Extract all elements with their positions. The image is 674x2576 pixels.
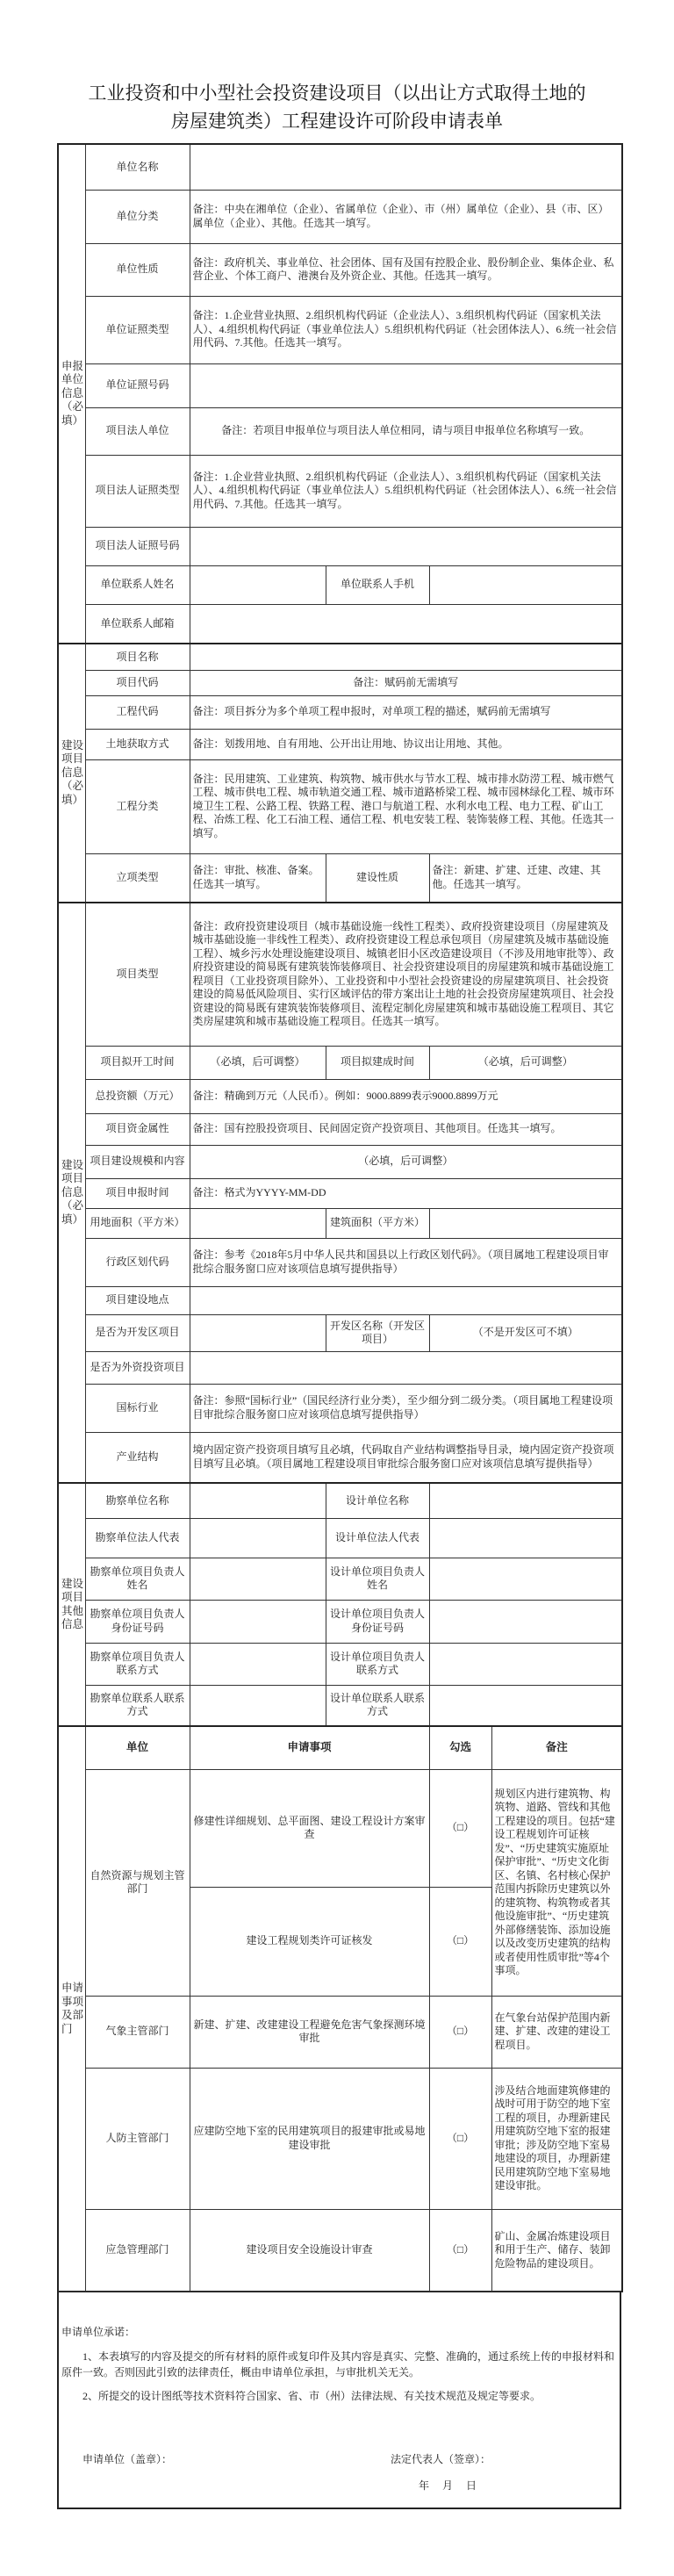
section-label	[58, 144, 85, 644]
field-input[interactable]	[429, 1685, 622, 1726]
field-input[interactable]: 备注：新建、扩建、迁建、改建、其他。任选其一填写。	[429, 853, 622, 903]
form-row	[58, 1178, 622, 1208]
field-input[interactable]: 备注：格式为YYYY-MM-DD	[190, 1178, 622, 1208]
field-input[interactable]	[190, 144, 622, 190]
field-input[interactable]	[190, 644, 622, 670]
field-input[interactable]: 备注：1.企业营业执照、2.组织机构代码证（企业法人）、3.组织机构代码证（国家机关法人）、4.组织机构代码证（事业单位法人）5.组织机构代码证（社会团体法人）、6.统一社会信用代码、7.其他。任选其一填写。	[190, 455, 622, 527]
form-row	[58, 644, 622, 670]
field-label: 用地面积（平方米）	[85, 1208, 190, 1238]
field-label: 设计单位项目负责人身份证号码	[326, 1600, 429, 1643]
field-input[interactable]	[190, 363, 622, 407]
field-input[interactable]	[429, 565, 622, 604]
field-input[interactable]: （必填，后可调整）	[190, 1046, 326, 1079]
field-input[interactable]	[190, 1600, 326, 1643]
field-input[interactable]: 备注：项目拆分为多个单项工程申报时，对单项工程的描述，赋码前无需填写	[190, 695, 622, 729]
field-input[interactable]: 备注：政府机关、事业单位、社会团体、国有及国有控股企业、股份制企业、集体企业、私营企业、个体工商户、港澳台及外资企业、其他。任选其一填写。	[190, 243, 622, 296]
field-input[interactable]	[190, 1208, 326, 1238]
section-label	[58, 903, 85, 1483]
column-header-item: 申请事项	[190, 1726, 429, 1769]
field-label: 建设性质	[326, 853, 429, 903]
field-label: 勘察单位项目负责人联系方式	[85, 1643, 190, 1685]
form-row	[58, 1685, 622, 1726]
section-label-text: 申报单位信息（必填）	[61, 359, 84, 427]
form-row	[58, 1432, 622, 1483]
field-input[interactable]: 备注：精确到万元（人民币）。例如：9000.8899表示9000.8899万元	[190, 1079, 622, 1113]
form-row	[58, 1238, 622, 1286]
form-row	[58, 1314, 622, 1351]
column-header-check: 勾选	[429, 1726, 491, 1769]
field-input[interactable]	[429, 1600, 622, 1643]
form-title	[0, 79, 674, 135]
form-row	[58, 527, 622, 565]
field-label: 项目法人证照号码	[85, 527, 190, 565]
field-label: 勘察单位法人代表	[85, 1518, 190, 1558]
field-label: 单位分类	[85, 190, 190, 243]
application-note: 在气象台站保护范围内新建、扩建、改建的建设工程项目。	[491, 1996, 622, 2068]
form-row	[58, 1286, 622, 1314]
field-label: 项目法人单位	[85, 407, 190, 455]
field-input[interactable]	[190, 1483, 326, 1518]
form-row	[58, 1145, 622, 1178]
form-row	[58, 1518, 622, 1558]
form-row	[58, 1208, 622, 1238]
field-label: 单位性质	[85, 243, 190, 296]
application-item: 建设项目安全设施设计审查	[190, 2209, 429, 2292]
application-note: 矿山、金属冶炼建设项目和用于生产、储存、装卸危险物品的建设项目。	[491, 2209, 622, 2292]
field-label: 是否为外资投资项目	[85, 1351, 190, 1384]
field-input[interactable]: 备注：政府投资建设项目（城市基础设施一线性工程类）、政府投资建设项目（房屋建筑及城市基础设施一非线性工程类）、政府投资建设工程总承包项目（房屋建筑及城市基础设施工程）、城乡污水处理设施建设项目、城镇老旧小区改造建设项目（不涉及用地审批等）、政府投资建设的简易既有建筑装饰装修项目、社会投资建设项目的房屋建筑和城市基础设施工程项目（工业投资项目除外）、工业投资和中小型社会投资建设的房屋建筑项目、社会投资建设的简易低风险项目、实行区域评估的带方案出让土地的社会投资房屋建筑项目、社会投资建设的简易既有建筑装饰装修项目、流程定制化房屋建筑和城市基础设施工程项目、其它类房屋建筑和城市基础设施工程项目。任选其一填写。	[190, 903, 622, 1046]
application-row	[58, 1996, 622, 2068]
field-label: 工程代码	[85, 695, 190, 729]
form-row	[58, 243, 622, 296]
department-name: 应急管理部门	[85, 2209, 190, 2292]
application-checkbox[interactable]: （□）	[429, 1887, 491, 1996]
section-label-text: 建设项目信息（必填）	[61, 738, 84, 806]
application-checkbox[interactable]: （□）	[429, 2068, 491, 2209]
form-title-line1: 工业投资和中小型社会投资建设项目（以出让方式取得土地的	[88, 83, 586, 104]
field-label: 设计单位项目负责人联系方式	[326, 1643, 429, 1685]
form-row	[58, 729, 622, 759]
field-label: 土地获取方式	[85, 729, 190, 759]
application-row	[58, 1769, 622, 1887]
promise-item-2: 2、所提交的设计图纸等技术资料符合国家、省、市（州）法律法规、有关技术规范及规定等要求。	[82, 2390, 541, 2402]
field-input[interactable]: （不是开发区可不填）	[429, 1314, 622, 1351]
applications-header-row	[58, 1726, 622, 1769]
field-label: 开发区名称（开发区项目）	[326, 1314, 429, 1351]
field-input[interactable]: 备注：若项目申报单位与项目法人单位相同，请与项目申报单位名称填写一致。	[190, 407, 622, 455]
field-input[interactable]	[190, 1643, 326, 1685]
application-checkbox[interactable]: （□）	[429, 2209, 491, 2292]
field-input[interactable]: 备注：划拨用地、自有用地、公开出让用地、协议出让用地、其他。	[190, 729, 622, 759]
field-label: 单位联系人手机	[326, 565, 429, 604]
form-row	[58, 407, 622, 455]
field-input[interactable]	[190, 565, 326, 604]
section-label-text: 申请事项及部门	[61, 1982, 84, 2035]
department-name: 气象主管部门	[85, 1996, 190, 2068]
field-input[interactable]	[429, 1208, 622, 1238]
form-row	[58, 903, 622, 1046]
field-input[interactable]	[190, 527, 622, 565]
form-row	[58, 1113, 622, 1145]
form-row	[58, 1643, 622, 1685]
application-form-table	[57, 143, 623, 2292]
form-row	[58, 759, 622, 853]
field-input[interactable]	[190, 1314, 326, 1351]
field-label: 勘察单位联系人联系方式	[85, 1685, 190, 1726]
form-row	[58, 1079, 622, 1113]
department-name: 人防主管部门	[85, 2068, 190, 2209]
form-row	[58, 853, 622, 903]
form-row	[58, 695, 622, 729]
field-input[interactable]: 备注：中央在湘单位（企业）、省属单位（企业）、市（州）属单位（企业）、县（市、区）属单位（企业）、其他。任选其一填写。	[190, 190, 622, 243]
field-input[interactable]: 备注：1.企业营业执照、2.组织机构代码证（企业法人）、3.组织机构代码证（国家机关法人）、4.组织机构代码证（事业单位法人）5.组织机构代码证（社会团体法人）、6.统一社会信用代码、7.其他。任选其一填写。	[190, 296, 622, 363]
field-label: 单位联系人姓名	[85, 565, 190, 604]
application-row	[58, 2209, 622, 2292]
section-label	[58, 1726, 85, 2292]
field-label: 勘察单位名称	[85, 1483, 190, 1518]
field-label: 设计单位法人代表	[326, 1518, 429, 1558]
field-label: 项目资金属性	[85, 1113, 190, 1145]
field-input[interactable]: 备注：国有控股投资项目、民间固定资产投资项目、其他项目。任选其一填写。	[190, 1113, 622, 1145]
form-row	[58, 670, 622, 695]
field-label: 总投资额（万元）	[85, 1079, 190, 1113]
field-label: 立项类型	[85, 853, 190, 903]
field-input[interactable]: 备注：赋码前无需填写	[190, 670, 622, 695]
promise-item-1: 1、本表填写的内容及提交的所有材料的原件或复印件及其内容是真实、完整、准确的，通过系统上传的申报材料和原件一致。否则因此引致的法律责任，概由申请单位承担，与审批机关无关。	[61, 2350, 615, 2378]
field-label: 项目拟建成时间	[326, 1046, 429, 1079]
field-label: 设计单位联系人联系方式	[326, 1685, 429, 1726]
section-label	[58, 644, 85, 903]
field-input[interactable]: （必填，后可调整）	[429, 1046, 622, 1079]
field-label: 项目法人证照类型	[85, 455, 190, 527]
application-note: 规划区内进行建筑物、构筑物、道路、管线和其他工程建设的项目。包括“建设工程规划许可证核发”、“历史建筑实施原址保护审批”、“历史文化街区、名镇、名村核心保护范围内拆除历史建筑以外的建筑物、构筑物或者其他设施审批”、“历史建筑外部修缮装饰、添加设施以及改变历史建筑的结构或者使用性质审批”等4个事项。	[491, 1769, 622, 1996]
application-checkbox[interactable]: （□）	[429, 1769, 491, 1887]
field-input[interactable]	[190, 1518, 326, 1558]
form-row	[58, 1558, 622, 1600]
applicant-seal-field[interactable]: 申请单位（盖章）：	[82, 2453, 173, 2465]
field-input[interactable]: 备注：民用建筑、工业建筑、构筑物、城市供水与节水工程、城市排水防涝工程、城市燃气工程、城市供电工程、城市轨道交通工程、城市道路桥梁工程、城市园林绿化工程、城市环境卫生工程、公路工程、铁路工程、港口与航道工程、水利水电工程、电力工程、矿山工程、冶炼工程、化工石油工程、通信工程、机电安装工程、装饰装修工程、其他。任选其一填写。	[190, 759, 622, 853]
field-label: 产业结构	[85, 1432, 190, 1483]
field-label: 设计单位名称	[326, 1483, 429, 1518]
application-item: 建设工程规划类许可证核发	[190, 1887, 429, 1996]
application-item: 应建防空地下室的民用建筑项目的报建审批或易地建设审批	[190, 2068, 429, 2209]
application-item: 新建、扩建、改建建设工程避免危害气象探测环境审批	[190, 1996, 429, 2068]
field-input[interactable]: 备注：审批、核准、备案。任选其一填写。	[190, 853, 326, 903]
sign-date[interactable]: 年 月 日	[419, 2479, 477, 2492]
field-label: 单位联系人邮箱	[85, 604, 190, 644]
section-label	[58, 1483, 85, 1726]
field-label: 勘察单位项目负责人身份证号码	[85, 1600, 190, 1643]
field-label: 国标行业	[85, 1384, 190, 1432]
section-label-text: 建设项目信息（必填）	[61, 1158, 84, 1226]
field-label: 项目建设地点	[85, 1286, 190, 1314]
form-row	[58, 296, 622, 363]
field-input[interactable]	[429, 1558, 622, 1600]
applicant-promise	[57, 2291, 621, 2509]
form-row	[58, 1351, 622, 1384]
form-row	[58, 565, 622, 604]
application-checkbox[interactable]: （□）	[429, 1996, 491, 2068]
field-input[interactable]	[429, 1483, 622, 1518]
form-row	[58, 1384, 622, 1432]
form-row	[58, 144, 622, 190]
field-input[interactable]	[190, 1558, 326, 1600]
field-input[interactable]: 备注：参照“国标行业”（国民经济行业分类），至少细分到二级分类。（项目属地工程建设项目审批综合服务窗口应对该项信息填写提供指导）	[190, 1384, 622, 1432]
form-row	[58, 1046, 622, 1079]
field-label: 是否为开发区项目	[85, 1314, 190, 1351]
field-label: 建筑面积（平方米）	[326, 1208, 429, 1238]
field-input[interactable]	[190, 1685, 326, 1726]
form-row	[58, 604, 622, 644]
field-label: 项目代码	[85, 670, 190, 695]
department-name: 自然资源与规划主管部门	[85, 1769, 190, 1996]
form-row	[58, 1600, 622, 1643]
form-row	[58, 190, 622, 243]
application-note: 涉及结合地面建筑修建的战时可用于防空的地下室工程的项目，办理新建民用建筑防空地下室的报建审批；涉及防空地下室易地建设的项目，办理新建民用建筑防空地下室易地建设审批。	[491, 2068, 622, 2209]
column-header-unit: 单位	[85, 1726, 190, 1769]
field-label: 设计单位项目负责人姓名	[326, 1558, 429, 1600]
field-label: 项目类型	[85, 903, 190, 1046]
promise-title: 申请单位承诺：	[61, 2326, 136, 2338]
field-label: 项目名称	[85, 644, 190, 670]
field-input[interactable]	[190, 1351, 622, 1384]
field-input[interactable]	[429, 1518, 622, 1558]
application-row	[58, 2068, 622, 2209]
column-header-note: 备注	[491, 1726, 622, 1769]
field-input[interactable]: （必填，后可调整）	[190, 1145, 622, 1178]
form-row	[58, 455, 622, 527]
field-input[interactable]	[429, 1643, 622, 1685]
field-label: 项目申报时间	[85, 1178, 190, 1208]
form-title-line2: 房屋建筑类）工程建设许可阶段申请表单	[171, 111, 503, 132]
legal-rep-signature-field[interactable]: 法定代表人（签章）：	[391, 2453, 491, 2465]
field-label: 单位证照类型	[85, 296, 190, 363]
section-label-text: 建设项目其他信息	[61, 1577, 84, 1630]
form-row	[58, 1483, 622, 1518]
field-input[interactable]	[190, 1286, 622, 1314]
field-label: 勘察单位项目负责人姓名	[85, 1558, 190, 1600]
field-input[interactable]: 境内固定资产投资项目填写且必填，代码取自产业结构调整指导目录，境内固定资产投资项目填写且必填。（项目属地工程建设项目审批综合服务窗口应对该项信息填写提供指导）	[190, 1432, 622, 1483]
form-row	[58, 363, 622, 407]
field-label: 工程分类	[85, 759, 190, 853]
application-item: 修建性详细规划、总平面图、建设工程设计方案审查	[190, 1769, 429, 1887]
field-label: 项目拟开工时间	[85, 1046, 190, 1079]
field-label: 单位名称	[85, 144, 190, 190]
field-input[interactable]: 备注：参考《2018年5月中华人民共和国县以上行政区划代码》。（项目属地工程建设项目审批综合服务窗口应对该项信息填写提供指导）	[190, 1238, 622, 1286]
field-label: 单位证照号码	[85, 363, 190, 407]
field-input[interactable]	[190, 604, 622, 644]
field-label: 行政区划代码	[85, 1238, 190, 1286]
field-label: 项目建设规模和内容	[85, 1145, 190, 1178]
